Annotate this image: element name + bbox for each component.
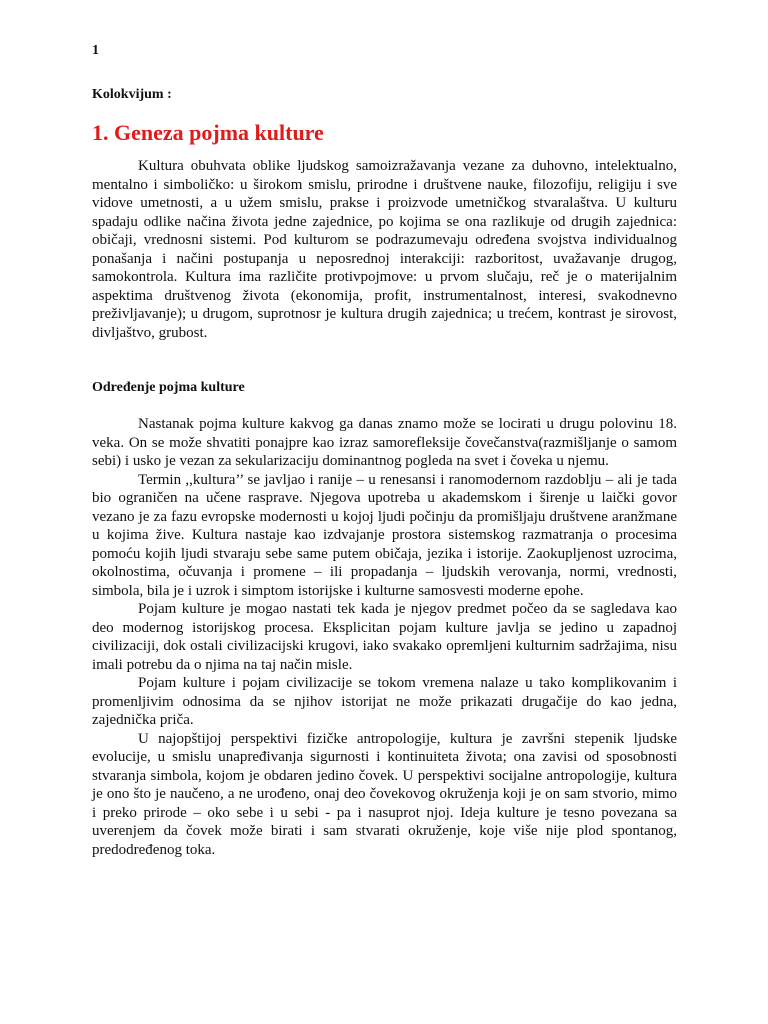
section-body-2 <box>92 415 677 859</box>
document-label: Kolokvijum : <box>92 87 172 102</box>
paragraph: Pojam kulture i pojam civilizacije se tokom vremena nalaze u tako komplikovanim i promenljivim odnosima da se njihov istorijat ne može prikazati drugačije do kao jedna, zajednička priča. <box>92 675 677 728</box>
section-body-1 <box>92 157 677 342</box>
page-number: 1 <box>92 43 99 58</box>
paragraph: Nastanak pojma kulture kakvog ga danas znamo može se locirati u drugu polovinu 18. veka. On se može shvatiti ponajpre kao izraz samorefleksije čovečanstva(razmišljanje o samom sebi) i usko je vezan za sekularizaciju dominantnog pogleda na svet i čoveka u njemu. <box>92 416 677 469</box>
paragraph: Termin ,,kultura’’ se javljao i ranije – u renesansi i ranomodernom razdoblju – ali je tada bio ograničen na učene rasprave. Njegova upotreba u akademskom i širenje u laički govor vezano je za fazu evropske modernosti u kojoj ljudi počinju da promišljaju društvene aranžmane u kojima žive. Kultura nastaje kao izdvajanje prostora sistemskog razmatranja o procesima pomoću kojih ljudi stvaraju sebe same putem običaja, jezika i istorije. Zaokupljenost uzrocima, okolnostima, očuvanja i promene – ili propadanja – ljudskih verovanja, normi, vrednosti, simbola, bila je i uzrok i simptom istorijske i kulturne samosvesti moderne epohe. <box>92 471 677 599</box>
paragraph: U najopštijoj perspektivi fizičke antropologije, kultura je završni stepenik ljudske evolucije, u smislu unapređivanja sigurnosti i kontinuiteta života; ona zavisi od sposobnosti stvaranja simbola, kojom je obdaren jedino čovek. U perspektivi socijalne antropologije, kultura je ono što je naučeno, a ne urođeno, onaj deo čovekovog okruženja koji je on sam stvorio, mimo i preko prirode – oko sebe i u sebi - pa i nasuprot njoj. Ideja kulture je tesno povezana sa uverenjem da čovek može birati i sam stvarati okruženje, koje više nije plod spontanog, predodređenog toka. <box>92 730 677 858</box>
section-heading: Određenje pojma kulture <box>92 380 245 395</box>
paragraph: Kultura obuhvata oblike ljudskog samoizražavanja vezane za duhovno, intelektualno, mentalno i simboličko: u širokom smislu, prirodne i društvene nauke, filozofiju, religiju i sve vidove umetnosti, a u užem smislu, prakse i proizvode umetničkog stvaralaštva. U kulturu spadaju odlike načina života jedne zajednice, po kojima se ona razlikuje od drugih zajednica: običaji, vrednosni sistemi. Pod kulturom se podrazumevaju određena svojstva individualnog ponašanja i načini postupanja u neposrednoj interakciji: razboritost, uvažavanje drugog, samokontrola. Kultura ima različite protivpojmove: u prvom slučaju, reč je o materijalnim aspektima društvenog života (ekonomija, profit, instrumentalnost, interesi, svakodnevno preživljavanje); u drugom, suprotnosr je kultura drugih zajednica; u trećem, kontrast je sirovost, divljaštvo, grubost. <box>92 158 677 341</box>
page-title: 1. Geneza pojma kulture <box>92 120 324 145</box>
paragraph: Pojam kulture je mogao nastati tek kada je njegov predmet počeo da se sagledava kao deo modernog istorijskog procesa. Eksplicitan pojam kulture javlja se jedino u zapadnoj civilizaciji, dok ostali civilizacijski krugovi, iako svakako opremljeni kulturnim sadržajima, nisu imali potrebu da o njima na taj način misle. <box>92 601 677 673</box>
